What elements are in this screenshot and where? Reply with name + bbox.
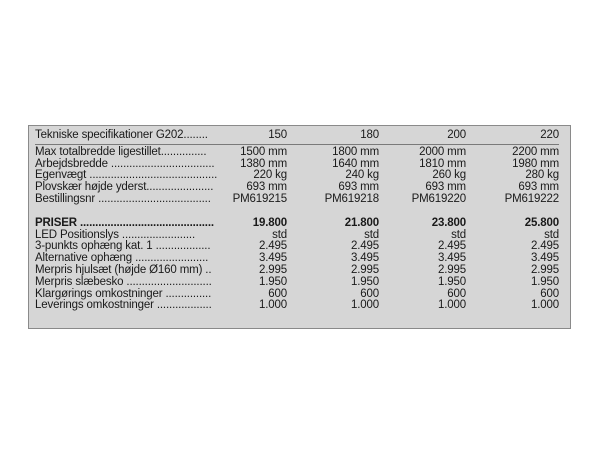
row-label: Klargørings omkostninger ............... — [35, 287, 212, 300]
prices-label: PRISER ............................................ — [35, 216, 214, 229]
cell: 1.950 — [258, 275, 287, 288]
model-220: 220 — [466, 130, 559, 144]
cell: 2200 mm — [512, 145, 559, 158]
cell: 693 mm — [518, 181, 559, 194]
row-label: Max totalbredde ligestillet............... — [35, 145, 207, 158]
cell: 1800 mm — [332, 145, 379, 158]
header-row — [35, 130, 559, 144]
row-label: Merpris slæbesko ............................ — [35, 275, 212, 288]
row-label: Plovskær højde yderst...................... — [35, 181, 214, 194]
cell: PM619218 — [324, 192, 379, 205]
row-label: Bestillingsnr ..................................... — [35, 192, 211, 205]
cell: 1.000 — [437, 299, 466, 312]
cell: 1.950 — [530, 275, 559, 288]
spec-panel — [28, 125, 571, 329]
cell: 2.995 — [530, 263, 559, 276]
cell: 600 — [268, 287, 287, 300]
row-label: Leverings omkostninger .................. — [35, 299, 212, 312]
cell: std — [544, 228, 559, 241]
cell: 2.995 — [258, 263, 287, 276]
cell: 260 kg — [432, 169, 466, 182]
spec-row-max-width — [35, 144, 559, 158]
base-price: 21.800 — [344, 216, 379, 229]
cell: 2.495 — [258, 240, 287, 253]
cell: std — [451, 228, 466, 241]
cell: 1500 mm — [240, 145, 287, 158]
model-180: 180 — [287, 130, 379, 144]
cell: 3.495 — [530, 252, 559, 265]
cell: 220 kg — [253, 169, 287, 182]
cell: 600 — [447, 287, 466, 300]
cell: std — [272, 228, 287, 241]
cell: 1810 mm — [419, 157, 466, 170]
cell: 693 mm — [338, 181, 379, 194]
spec-table — [35, 130, 559, 312]
spec-row-order-number — [35, 194, 559, 206]
cell: 600 — [360, 287, 379, 300]
cell: 1980 mm — [512, 157, 559, 170]
cell: 693 mm — [246, 181, 287, 194]
cell: 1.000 — [350, 299, 379, 312]
cell: 1640 mm — [332, 157, 379, 170]
cell: 1380 mm — [240, 157, 287, 170]
cell: std — [364, 228, 379, 241]
spacer-row — [35, 206, 559, 218]
row-label: Egenvægt .......................................... — [35, 169, 218, 182]
cell: 3.495 — [437, 252, 466, 265]
cell: 1.950 — [437, 275, 466, 288]
cell: PM619222 — [504, 192, 559, 205]
cell: 693 mm — [425, 181, 466, 194]
header-label: Tekniske specifikationer G202........ — [35, 130, 219, 144]
cell: PM619215 — [232, 192, 287, 205]
cell: 600 — [540, 287, 559, 300]
cell: 2.995 — [437, 263, 466, 276]
cell: 2.495 — [350, 240, 379, 253]
cell: 2.495 — [530, 240, 559, 253]
cell: 3.495 — [258, 252, 287, 265]
model-150: 150 — [219, 130, 287, 144]
base-price: 25.800 — [524, 216, 559, 229]
cell: 1.000 — [258, 299, 287, 312]
price-row-delivery — [35, 300, 559, 312]
row-label: 3-punkts ophæng kat. 1 .................. — [35, 240, 211, 253]
prices-header-row — [35, 218, 559, 230]
row-label: Alternative ophæng ........................ — [35, 252, 209, 265]
cell: 2000 mm — [419, 145, 466, 158]
row-label: LED Positionslys ........................ — [35, 228, 196, 241]
cell: 3.495 — [350, 252, 379, 265]
cell: 2.995 — [350, 263, 379, 276]
cell: 2.495 — [437, 240, 466, 253]
row-label: Arbejdsbredde .................................. — [35, 157, 215, 170]
cell: 1.950 — [350, 275, 379, 288]
row-label: Merpris hjulsæt (højde Ø160 mm) .. — [35, 263, 212, 276]
cell: 280 kg — [525, 169, 559, 182]
price-row-skids — [35, 277, 559, 289]
cell: 240 kg — [345, 169, 379, 182]
base-price: 23.800 — [431, 216, 466, 229]
price-row-wheels — [35, 265, 559, 277]
cell: 1.000 — [530, 299, 559, 312]
cell: PM619220 — [411, 192, 466, 205]
model-200: 200 — [379, 130, 466, 144]
base-price: 19.800 — [252, 216, 287, 229]
